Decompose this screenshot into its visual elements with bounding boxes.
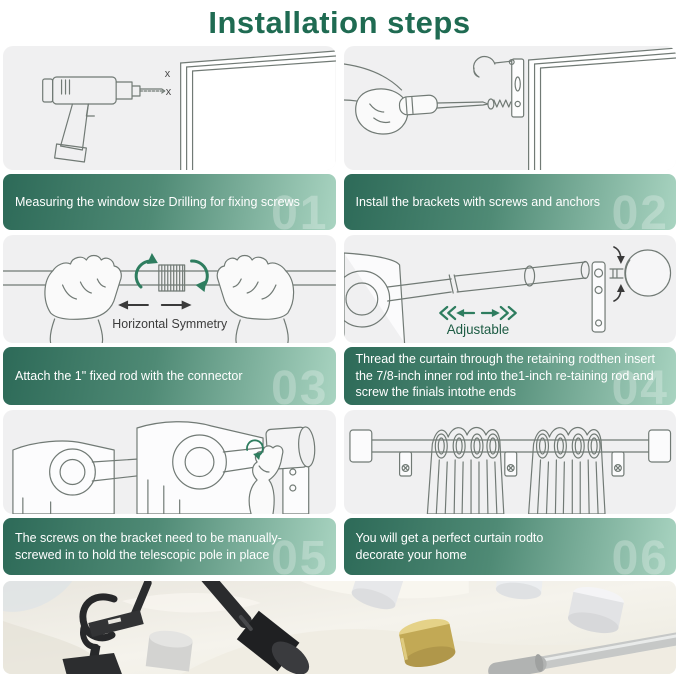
step-number: 03 [271, 362, 329, 405]
window-pane [528, 48, 676, 170]
bracket-install-drawing [344, 46, 677, 170]
step-cell-6 [344, 410, 677, 575]
drill-window-drawing [3, 46, 336, 170]
rotation-arrows [136, 253, 207, 292]
connector [159, 265, 185, 291]
steps-grid [0, 46, 679, 575]
finished-rod-drawing [344, 410, 677, 514]
x-mark: x [164, 67, 171, 81]
direction-arrows [118, 301, 191, 310]
step-6-caption-bar [344, 518, 677, 575]
step-1-illustration [3, 46, 336, 170]
step-3-illustration [3, 235, 336, 343]
step-3-caption-bar [3, 347, 336, 405]
screw [487, 99, 510, 109]
annotation-adjustable: Adjustable [446, 321, 509, 338]
step-number: 01 [271, 187, 329, 230]
step-4-caption-bar [344, 347, 677, 405]
step-cell-4 [344, 235, 677, 405]
window-pane [181, 51, 336, 170]
x-mark: x [165, 85, 172, 99]
step-2-caption-bar [344, 174, 677, 230]
hardware-photo [3, 581, 676, 674]
step-caption: You will get a perfect curtain rodto decorate your home [355, 531, 544, 562]
step-cell-3 [3, 235, 336, 405]
telescopic-rod [387, 262, 588, 302]
right-wall-bracket [137, 422, 263, 514]
step-caption: The screws on the bracket need to be manually-screwed in to hold the telescopic pole in place [15, 531, 282, 562]
step-cell-2 [344, 46, 677, 230]
step-2-illustration [344, 46, 677, 170]
step-4-illustration [344, 235, 677, 343]
tighten-screw-drawing [3, 410, 336, 514]
step-caption: Measuring the window size Drilling for fixing screws [15, 194, 300, 209]
left-wall-bracket [13, 441, 114, 514]
step-cell-1 [3, 46, 336, 230]
telescopic-rod-drawing [344, 235, 677, 343]
step-number: 04 [611, 362, 669, 405]
step-caption: Attach the 1" fixed rod with the connector [15, 368, 243, 383]
step-1-caption-bar [3, 174, 336, 230]
step-number: 06 [611, 532, 669, 575]
bracket-plate [592, 262, 605, 332]
page-title: Installation steps [208, 5, 471, 40]
rod-connector-drawing [3, 235, 336, 343]
drill [43, 77, 165, 162]
annotation-horizontal-symmetry: Horizontal Symmetry [112, 316, 228, 332]
hardware-photo-image [3, 581, 676, 674]
right-fist [217, 256, 293, 344]
hand-with-screwdriver [344, 64, 488, 134]
step-caption: Thread the curtain through the retaining rodthen insert the 7/8-inch inner rod into the1-inch re-taining rod and screw the finials intothe ends [355, 352, 655, 400]
step-caption: Install the brackets with screws and anchors [355, 194, 601, 209]
step-6-illustration [344, 410, 677, 514]
step-cell-5 [3, 410, 336, 575]
left-fist [45, 256, 121, 344]
step-5-illustration [3, 410, 336, 514]
bracket [473, 57, 523, 117]
step-number: 05 [271, 532, 329, 575]
step-5-caption-bar [3, 518, 336, 575]
step-number: 02 [611, 187, 669, 230]
turn-arrows [613, 247, 624, 301]
adjustable-arrows [440, 307, 515, 319]
wall-block [344, 253, 405, 343]
